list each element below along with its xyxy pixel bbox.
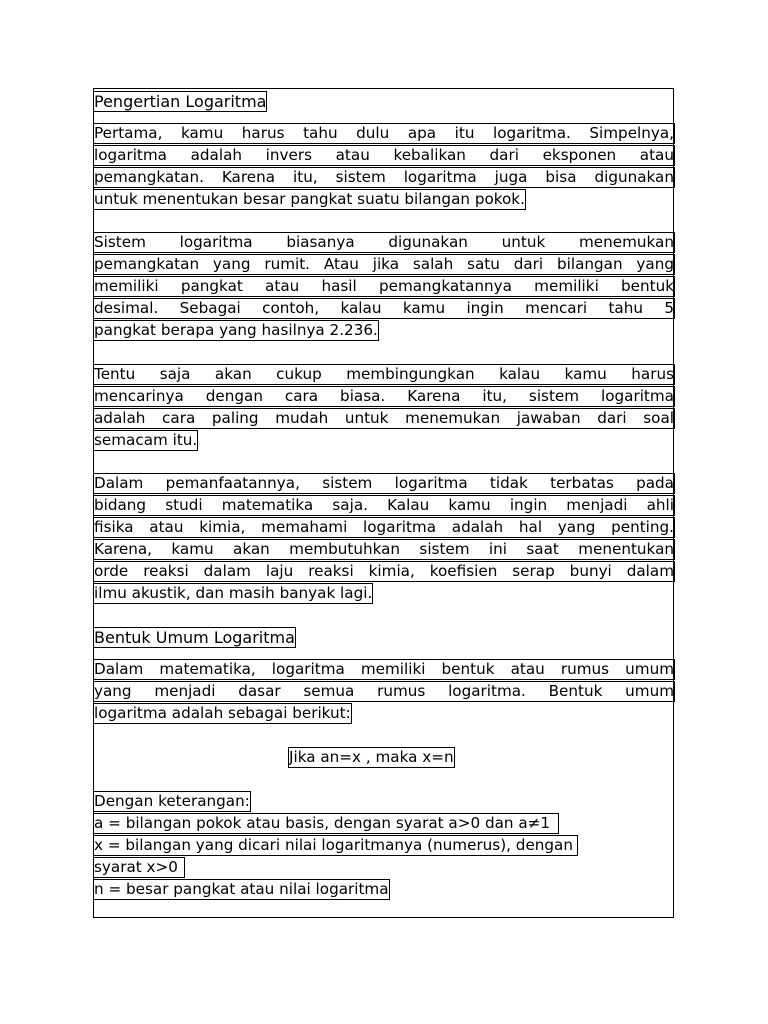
para-1-line-2: logaritma adalah invers atau kebalikan dari eksponen atau	[94, 146, 674, 164]
para-4-line-2: bidang studi matematika saja. Kalau kamu ingin menjadi ahli	[94, 496, 674, 514]
legend-title: Dengan keterangan:	[94, 792, 250, 810]
para-3-line-3: adalah cara paling mudah untuk menemukan jawaban dari soal	[94, 409, 674, 427]
para-3-line-2: mencarinya dengan cara biasa. Karena itu, sistem logaritma	[94, 387, 674, 405]
legend-x-condition: syarat x>0	[93, 857, 185, 878]
para-2-line-5: pangkat berapa yang hasilnya 2.236.	[94, 321, 378, 339]
para-2-line-2: pemangkatan yang rumit. Atau jika salah satu dari bilangan yang	[94, 255, 674, 273]
para-1-line-3: pemangkatan. Karena itu, sistem logaritma juga bisa digunakan	[94, 168, 674, 186]
para-2-line-4: desimal. Sebagai contoh, kalau kamu ingin mencari tahu 5	[94, 299, 674, 317]
para-1-line-4: untuk menentukan besar pangkat suatu bilangan pokok.	[94, 190, 525, 208]
legend-a: a = bilangan pokok atau basis, dengan syarat a>0 dan a≠1	[93, 813, 559, 834]
para-3-line-1: Tentu saja akan cukup membingungkan kalau kamu harus	[94, 365, 674, 383]
para-5-line-3: logaritma adalah sebagai berikut:	[94, 704, 351, 722]
para-4-line-4: Karena, kamu akan membutuhkan sistem ini saat menentukan	[94, 540, 674, 558]
legend-n: n = besar pangkat atau nilai logaritma	[94, 880, 389, 898]
formula: Jika an=x , maka x=n	[289, 748, 454, 766]
para-4-line-6: ilmu akustik, dan masih banyak lagi.	[94, 584, 373, 602]
para-4-line-5: orde reaksi dalam laju reaksi kimia, koefisien serap bunyi dalam	[94, 562, 674, 580]
para-4-line-3: fisika atau kimia, memahami logaritma adalah hal yang penting.	[94, 518, 674, 536]
heading-pengertian: Pengertian Logaritma	[94, 92, 267, 111]
para-2-line-1: Sistem logaritma biasanya digunakan untuk menemukan	[94, 233, 674, 251]
para-5-line-1: Dalam matematika, logaritma memiliki bentuk atau rumus umum	[94, 660, 674, 678]
heading-bentuk-umum: Bentuk Umum Logaritma	[94, 628, 295, 647]
para-1-line-1: Pertama, kamu harus tahu dulu apa itu logaritma. Simpelnya,	[94, 124, 674, 142]
para-2-line-3: memiliki pangkat atau hasil pemangkatannya memiliki bentuk	[94, 277, 674, 295]
para-3-line-4: semacam itu.	[94, 431, 198, 449]
legend-x: x = bilangan yang dicari nilai logaritmanya (numerus), dengan	[93, 835, 578, 856]
para-4-line-1: Dalam pemanfaatannya, sistem logaritma tidak terbatas pada	[94, 474, 674, 492]
para-5-line-2: yang menjadi dasar semua rumus logaritma. Bentuk umum	[94, 682, 674, 700]
